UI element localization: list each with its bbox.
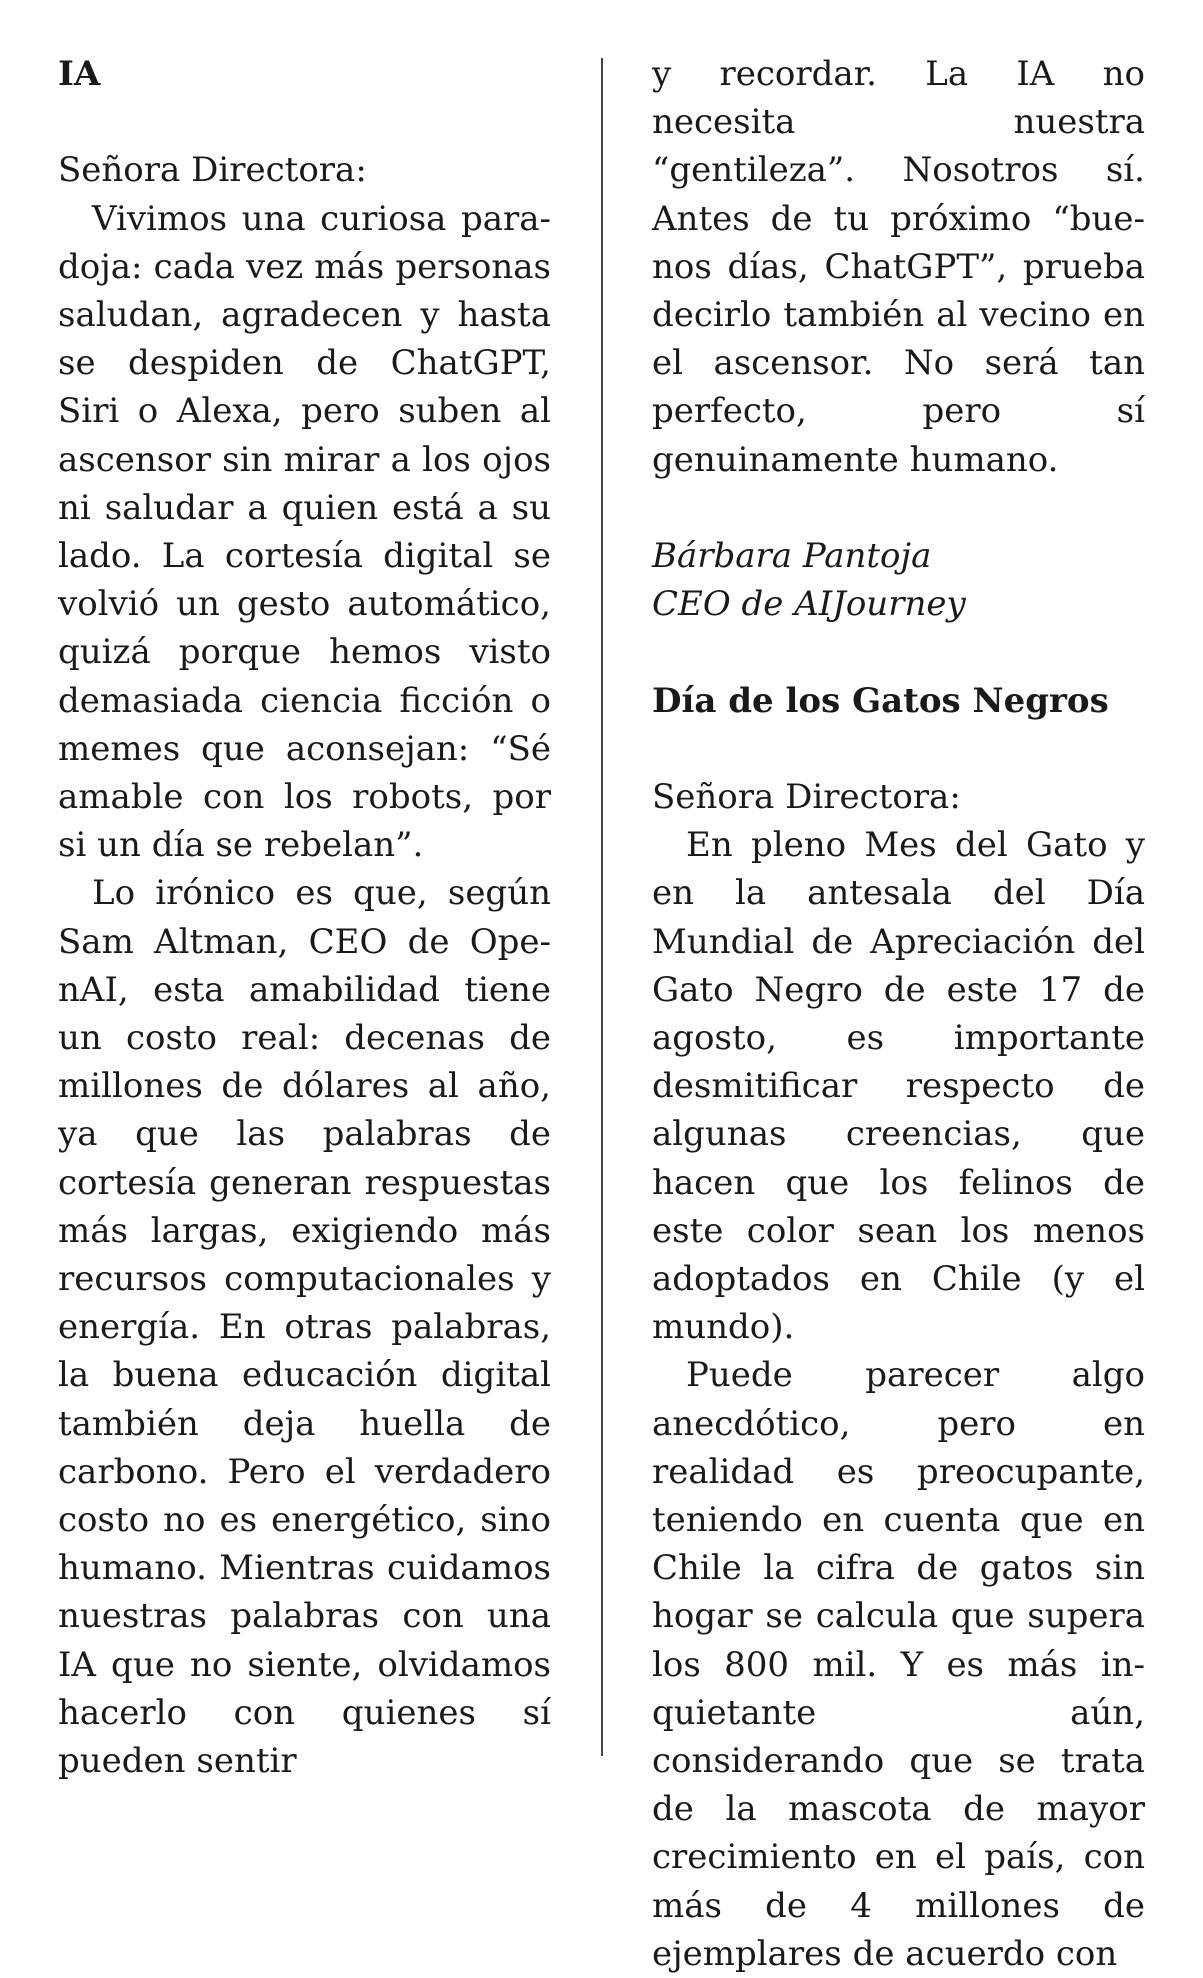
signature-title: CEO de AIJourney [652, 584, 966, 625]
letter-salutation-ia: Señora Directora: [58, 150, 367, 191]
spacer [652, 484, 1145, 532]
left-column [58, 50, 551, 1785]
letter-salutation-gatos: Señora Directora: [652, 777, 961, 817]
letter-ia-paragraph-2-continued: y recordar. La IA no necesita nuestra “gentileza”. Nosotros sí. Antes de tu próximo “buenos días, ChatGPT”, prueba decirlo también al vecino en el ascensor. No será tan perfecto, pero sí genuinamente humano. [652, 54, 1145, 480]
letter-heading-ia: IA [58, 54, 101, 94]
spacer [652, 725, 1145, 773]
signature-name: Bárbara Pantoja [652, 536, 932, 577]
right-column [652, 50, 1145, 1978]
spacer [652, 628, 1145, 676]
column-divider [601, 58, 603, 1756]
letter-heading-gatos: Día de los Gatos Negros [652, 680, 1109, 721]
letter-ia-paragraph-2: Lo irónico es que, según Sam Altman, CEO de OpenAI, esta amabilidad tiene un costo real: decenas de millones de dólares al año, ya que las palabras de cortesía generan respuestas más largas, exigiendo más recursos computacionales y energía. En otras palabras, la buena educación digital también deja huella de carbono. Pero el verdadero costo no es energético, sino humano. Mientras cuidamos nuestras palabras con una IA que no siente, olvidamos hacerlo con quienes sí pueden sentir [58, 873, 551, 1782]
letter-ia-paragraph-1: Vivimos una curiosa paradoja: cada vez más personas saludan, agradecen y hasta se despiden de ChatGPT, Siri o Alexa, pero suben al ascensor sin mirar a los ojos ni saludar a quien está a su lado. La cortesía digital se volvió un gesto automático, quizá porque hemos visto demasiada ciencia ficción o memes que aconsejan: “Sé amable con los robots, por si un día se rebelan”. [58, 198, 551, 866]
spacer [58, 98, 551, 146]
letter-gatos-paragraph-2: Puede parecer algo anecdótico, pero en realidad es preocupante, teniendo en cuenta que en Chile la cifra de gatos sin hogar se calcula que supera los 800 mil. Y es más inquietante aún, considerando que se trata de la mascota de mayor crecimiento en el país, con más de 4 millones de ejemplares de acuerdo con [652, 1355, 1145, 1974]
letter-gatos-paragraph-1: En pleno Mes del Gato y en la antesala del Día Mundial de Apreciación del Gato Negro de este 17 de agosto, es importante desmitificar respecto de algunas creencias, que hacen que los felinos de este color sean los menos adoptados en Chile (y el mundo). [652, 825, 1145, 1348]
